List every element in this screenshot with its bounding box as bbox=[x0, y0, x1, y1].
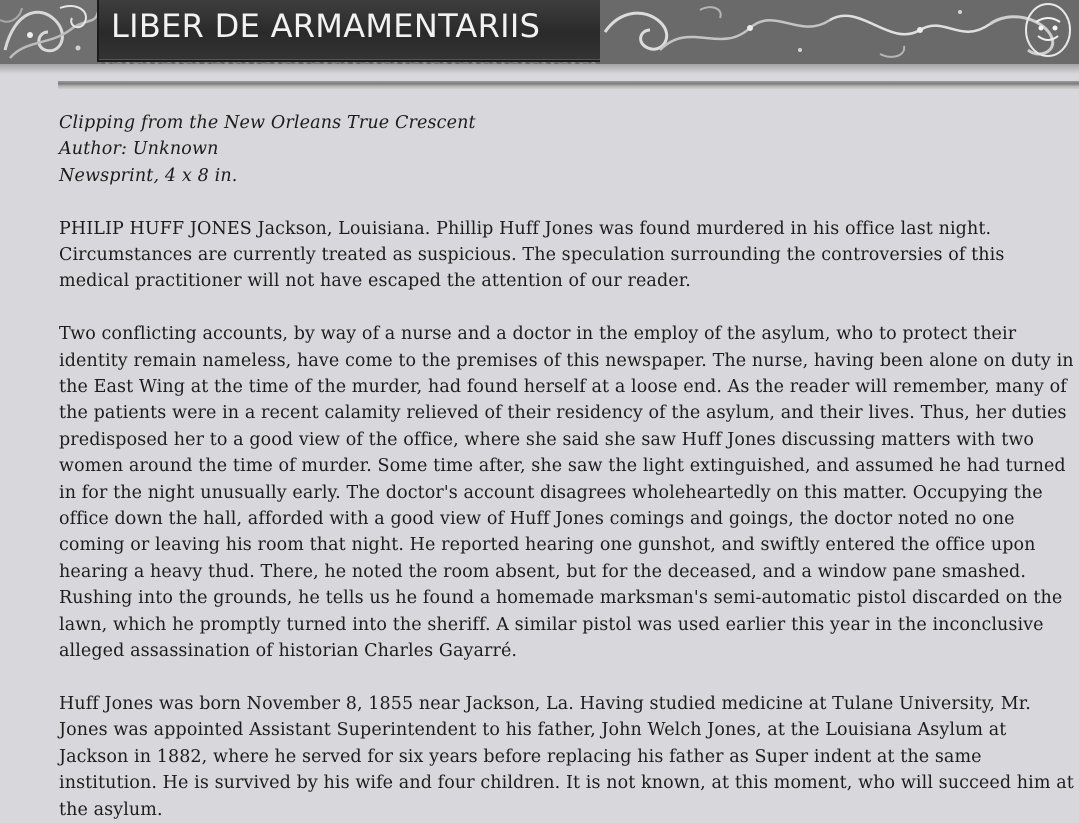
article-paragraph-3: Huff Jones was born November 8, 1855 near Jackson, La. Having studied medicine at Tulane University, Mr. Jones was appointed Assistant Superintendent to his father, John Welch Jones, at the Louisiana Asylum at Jackson in 1882, where he served for six years before replacing his father as Super indent at the same institution. He is survived by his wife and four children. It is not known, at this moment, who will succeed him at the asylum. bbox=[59, 693, 1074, 820]
site-title: LIBER DE ARMAMENTARIIS bbox=[111, 7, 541, 45]
artifact-author: Author: Unknown bbox=[59, 139, 219, 160]
article-content bbox=[59, 110, 1074, 823]
artifact-source: Clipping from the New Orleans True Crescent bbox=[59, 113, 476, 133]
ornament-flourish-right bbox=[600, 0, 1079, 64]
banner-shadow bbox=[0, 64, 1079, 74]
article-paragraph-1: PHILIP HUFF JONES Jackson, Louisiana. Phillip Huff Jones was found murdered in his office last night. Circumstances are currently treated as suspicious. The speculation surrounding the controversies of this medical practitioner will not have escaped the attention of our reader. bbox=[59, 218, 1005, 292]
ornament-flourish-left bbox=[0, 0, 100, 64]
artifact-medium: Newsprint, 4 x 8 in. bbox=[59, 165, 238, 186]
header-banner bbox=[0, 0, 1079, 64]
artifact-meta bbox=[59, 110, 1074, 189]
divider-rule bbox=[58, 81, 1079, 89]
title-plate bbox=[97, 0, 603, 62]
article-paragraph-2: Two conflicting accounts, by way of a nurse and a doctor in the employ of the asylum, who to protect their identity remain nameless, have come to the premises of this newspaper. The nurse, having been alone on duty in the East Wing at the time of the murder, had found herself at a loose end. As the reader will remember, many of the patients were in a recent calamity relieved of their residency of the asylum, and their lives. Thus, her duties predisposed her to a good view of the office, where she said she saw Huff Jones discussing matters with two women around the time of murder. Some time after, she saw the light extinguished, and assumed he had turned in for the night unusually early. The doctor's account disagrees wholeheartedly on this matter. Occupying the office down the hall, afforded with a good view of Huff Jones comings and goings, the doctor noted no one coming or leaving his room that night. He reported hearing one gunshot, and swiftly entered the office upon hearing a heavy thud. There, he noted the room absent, but for the deceased, and a window pane smashed. Rushing into the grounds, he tells us he found a homemade marksman's semi-automatic pistol discarded on the lawn, which he promptly turned into the sheriff. A similar pistol was used earlier this year in the inconclusive alleged assassination of historian Charles Gayarré. bbox=[59, 324, 1074, 662]
